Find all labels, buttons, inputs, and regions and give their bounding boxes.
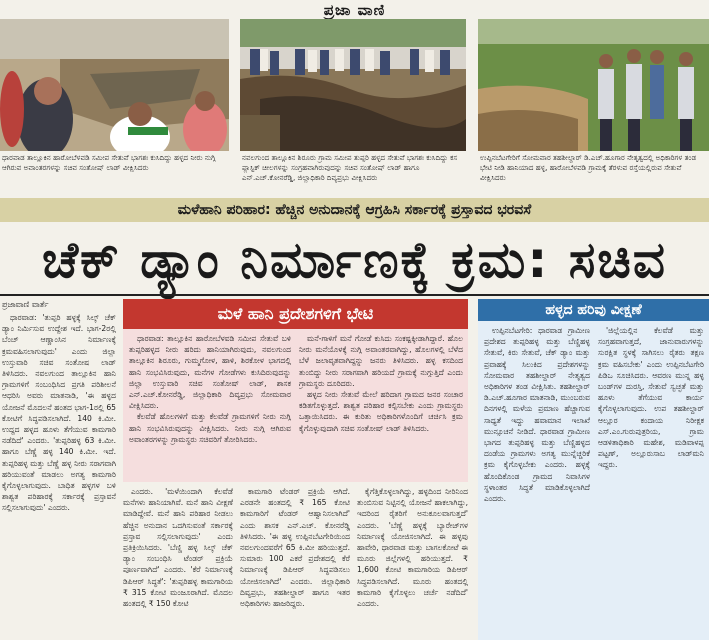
article-para-3: ಕಾಮಗಾರಿ ಟೆಂಡರ್ ಪ್ರಕ್ರಿಯೆ ಆಗಿದೆ. ಎರಡನೇ ಹಂತದಲ್ಲಿ ₹ 165 ಕೋಟಿ ಕಾಮಗಾರಿಗೆ ಟೆಂಡರ್ ಆಹ್ವಾನಿಸಲಾಗಿದೆ' ಎಂದು ಶಾಸಕ ಎನ್.ಎಚ್. ಕೋನರೆಡ್ಡಿ ತಿಳಿಸಿದರು. 'ಈ ಹಳ್ಳ ಉಪ್ಪಿನಬೆಟಗೇರಿಯಿಂದ ನವಲಗುಂದವರೆಗೆ 65 ಕಿ.ಮೀ ಹರಿಯುತ್ತದೆ. ಸುಮಾರು 100 ಎಕರೆ ಪ್ರದೇಶದಲ್ಲಿ ಕೆರೆ ನಿರ್ಮಾಣಕ್ಕೆ ಡಿಪಿಆರ್ ಸಿದ್ಧಪಡಿಸಲು ಯೋಜಿಸಲಾಗಿದೆ' ಎಂದರು. ಜಿಲ್ಲಾಧಿಕಾರಿ ದಿವ್ಯಪ್ರಭು, ತಹಶೀಲ್ದಾರ್ ಹಾಗೂ ಇತರ ಅಧಿಕಾರಿಗಳು ಹಾಜರಿದ್ದರು.	[240, 487, 350, 609]
photo-officials-stream	[478, 19, 709, 151]
article-column-2	[123, 486, 233, 638]
red-box-column-1	[129, 333, 291, 481]
photo-crowd-canal	[240, 19, 466, 151]
red-box-title: ಮಳೆ ಹಾನಿ ಪ್ರದೇಶಗಳಿಗೆ ಭೇಟಿ	[123, 299, 468, 329]
article-column-1	[2, 312, 116, 638]
crowd-at-damaged-canal-photo	[240, 19, 466, 151]
blue-box-para-1: ಉಪ್ಪಿನಬೆಟಗೇರಿ: ಧಾರವಾಡ ಗ್ರಾಮೀಣ ಪ್ರದೇಶದ ತುಪ್ಪರಿಹಳ್ಳ ಮತ್ತು ಬೆಣ್ಣಿಹಳ್ಳ ಸೇತುವೆ, ಕಿರು ಸೇತುವೆ, ಚೆಕ್ ಡ್ಯಾಂ ಮತ್ತು ಪ್ರವಾಹಕ್ಕೆ ಸಿಲುಕಿದ ಪ್ರದೇಶಗಳನ್ನು ಸೋಮವಾರ ತಹಶೀಲ್ದಾರ್ ನೇತೃತ್ವದ ಅಧಿಕಾರಿಗಳ ತಂಡ ವೀಕ್ಷಿಸಿತು. ತಹಶೀಲ್ದಾರ್ ಡಿ.ಎಚ್.ಹೂಗಾರ ಮಾತನಾಡಿ, ಮುಂಬರುವ ದಿನಗಳಲ್ಲಿ ಮಳೆಯ ಪ್ರಮಾಣ ಹೆಚ್ಚಾಗುವ ಸಾಧ್ಯತೆ ಇದ್ದು ಹವಾಮಾನ ಇಲಾಖೆ ಮುನ್ಸೂಚನೆ ನೀಡಿದೆ. ಧಾರವಾಡ ಗ್ರಾಮೀಣ ಭಾಗದ ತುಪ್ಪರಿಹಳ್ಳ ಮತ್ತು ಬೆಣ್ಣಿಹಳ್ಳದ ದಂಡೆಯ ಗ್ರಾಮಗಳು ಅಗತ್ಯ ಮುನ್ನೆಚ್ಚರಿಕೆ ಕ್ರಮ ಕೈಗೊಳ್ಳಬೇಕು ಎಂದರು. ಹಳ್ಳಕ್ಕೆ ಹೊಂದಿಕೊಂಡ ಗ್ರಾಮದ ನಿವಾಸಿಗಳ ಸ್ಥಳಾಂತರ ಸಿದ್ಧತೆ ಮಾಡಿಕೊಳ್ಳಲಾಗಿದೆ ಎಂದರು.	[484, 326, 590, 504]
photo-caption-3: ಉಪ್ಪಿನಬೆಟಗೇರಿಗೆ ಸೋಮವಾರ ತಹಶೀಲ್ದಾರ್ ಡಿ.ಎಚ್.ಹೂಗಾರ ನೇತೃತ್ವದಲ್ಲಿ ಅಧಿಕಾರಿಗಳ ತಂಡ ಭೇಟಿ ನೀಡಿ ಹಾನಿಯಾದ ಹಳ್ಳ, ಹಾರೋಬೆಳವಡಿ ಗ್ರಾಮಕ್ಕೆ ತೆರಳುವ ರಸ್ತೆಯಲ್ಲಿರುವ ಸೇತುವೆ ವೀಕ್ಷಿಸಿದರು	[480, 153, 697, 182]
byline: ಪ್ರಜಾವಾಣಿ ವಾರ್ತೆ	[2, 300, 49, 309]
red-box-para-1: ಧಾರವಾಡ: ತಾಲ್ಲೂಕಿನ ಹಾರೋಬೆಳವಡಿ ಸಮೀಪ ಸೇತುವೆ ಬಳಿ ತುಪ್ಪರಿಹಳ್ಳದ ನೀರು ಹರಿದು ಹಾನಿಯಾಗಿರುವುದು, ನವಲಗುಂದ ತಾಲ್ಲೂಕಿನ ಶಿರೂರು, ಗುಮ್ಮಗೋಳ, ಹಾಳಿ, ಶಿರಕೋಳ ಭಾಗದಲ್ಲಿ ಹಾನಿ ಸಂಭವಿಸಿರುವುದು, ಮನೆಗಳ ಗೋಡೆಗಳು ಕುಸಿದಿರುವುದನ್ನು ಜಿಲ್ಲಾ ಉಸ್ತುವಾರಿ ಸಚಿವ ಸಂತೋಷ್ ಲಾಡ್, ಶಾಸಕ ಎನ್.ಎಚ್.ಕೋನರೆಡ್ಡಿ, ಜಿಲ್ಲಾಧಿಕಾರಿ ದಿವ್ಯಪ್ರಭು ಸೋಮವಾರ ವೀಕ್ಷಿಸಿದರು.	[129, 334, 291, 411]
photo-caption-2: ನವಲಗುಂದ ತಾಲ್ಲೂಕಿನ ಶಿರೂರು ಗ್ರಾಮ ಸಮೀಪ ತುಪ್ಪರಿ ಹಳ್ಳದ ಸೇತುವೆ ಭಾಗಶಃ ಕುಸಿದಿದ್ದು ಕಸ ಪ್ಲಾಸ್ಟಿಕ್ ಚೀಲಗಳನ್ನು ಸಂಗ್ರಹವಾಗಿರುವುದನ್ನು ಸಚಿವ ಸಂತೋಷ್ ಲಾಡ್ ಹಾಗೂ ಎನ್.ಎಚ್.ಕೋನರೆಡ್ಡಿ, ಜಿಲ್ಲಾಧಿಕಾರಿ ದಿವ್ಯಪ್ರಭು ವೀಕ್ಷಿಸಿದರು	[242, 153, 458, 182]
sub-headline: ಮಳೆಹಾನಿ ಪರಿಹಾರ: ಹೆಚ್ಚಿನ ಅನುದಾನಕ್ಕೆ ಆಗ್ರಹಿಸಿ ಸರ್ಕಾರಕ್ಕೆ ಪ್ರಸ್ತಾವದ ಭರವಸೆ	[0, 198, 709, 222]
headline-divider	[0, 294, 709, 296]
red-box-para-3: ಮನೆ-ಗಾಳಿಗೆ ಮನೆ ಗೋಡೆ ಕುಸಿದು ಸಂಕಷ್ಟಕ್ಕೀಡಾಗಿದ್ದಾರೆ. ಹೊಲ ನೀರು ಮನೆಯೊಳಕ್ಕೆ ನುಗ್ಗಿ ಅವಾಂತರವಾಗಿದ್ದು, ಹೊಲಗಳಲ್ಲಿ ಬೆಳೆದ ಬೆಳೆ ಜಲಾವೃತವಾಗಿದ್ದನ್ನು ಜನರು ತಿಳಿಸಿದರು. ಹಳ್ಳ ಕಸದಿಂದ ತುಂಬಿದ್ದು ನೀರು ಸರಾಗವಾಗಿ ಹರಿಯದೆ ಗ್ರಾಮಕ್ಕೆ ನುಗ್ಗುತ್ತಿದೆ ಎಂದು ಗ್ರಾಮಸ್ಥರು ದೂರಿದರು.	[299, 334, 463, 388]
red-box-para-4: ಹಳ್ಳದ ನೀರು ಸೇತುವೆ ಮೇಲೆ ಹರಿದಾಗ ಗ್ರಾಮದ ಜನರ ಸಂಚಾರ ಕಡಿತಗೊಳ್ಳುತ್ತದೆ. ಶಾಶ್ವತ ಪರಿಹಾರ ಕಲ್ಪಿಸಬೇಕು ಎಂದು ಗ್ರಾಮಸ್ಥರು ಒತ್ತಾಯಿಸಿದರು. ಈ ಕುರಿತು ಅಧಿಕಾರಿಗಳೊಂದಿಗೆ ಚರ್ಚಿಸಿ ಕ್ರಮ ಕೈಗೊಳ್ಳುವುದಾಗಿ ಸಚಿವ ಸಂತೋಷ್ ಲಾಡ್ ತಿಳಿಸಿದರು.	[299, 390, 463, 433]
blue-box-column-2	[598, 325, 704, 637]
red-box-body	[123, 329, 468, 482]
article-para-1: ಧಾರವಾಡ: 'ತುಪ್ಪರಿ ಹಳ್ಳಕ್ಕೆ ಸಿಲ್ಕ್ ಚೆಕ್ ಡ್ಯಾಂ ನಿರ್ಮಿಸುವ ಉದ್ದೇಶ ಇದೆ. ಭಾಗ-2ರಲ್ಲಿ ಬೆಂಚ್ ಆಣ್ಣಾಂಸಿನ ನಿರ್ಮಾಣಕ್ಕೆ ಕ್ರಮವಹಿಸಲಾಗುವುದು' ಎಂದು ಜಿಲ್ಲಾ ಉಸ್ತುವಾರಿ ಸಚಿವ ಸಂತೋಷ ಲಾಡ್ ತಿಳಿಸಿದರು. ನವಲಗುಂದ ತಾಲ್ಲೂಕಿನ ಹಾನಿ ಗ್ರಾಮಗಳಿಗೆ ಸಂಬಂಧಿಸಿದ ಪ್ರಗತಿ ಪರಿಶೀಲನೆ ಆಧರಿಸಿ ಅವರು ಮಾತನಾಡಿ, 'ಈ ಹಳ್ಳದ ಯೋಜನೆ ಮೊದಲನೆ ಹಂತದ ಭಾಗ-1ರಲ್ಲಿ 65 ಕೋಟಿಗೆ ಸಿದ್ಧಪಡಿಸಲಾಗಿದೆ. 140 ಕಿ.ಮೀ. ಉದ್ದದ ಹಳ್ಳದ ಹೂಳು ತೆಗೆಯುವ ಕಾಮಗಾರಿ ನಡೆದಿದೆ' ಎಂದರು. 'ತುಪ್ಪರಿಹಳ್ಳ 63 ಕಿ.ಮೀ. ಹಾಗೂ ಬೆಣ್ಣೆ ಹಳ್ಳ 140 ಕಿ.ಮೀ. ಇದೆ. ತುಪ್ಪರಿಹಳ್ಳ ಮತ್ತು ಬೆಣ್ಣೆ ಹಳ್ಳ ನೀರು ಸರಾಗವಾಗಿ ಹರಿಯುವಂತೆ ಮಾಡಲು ಅಗತ್ಯ ಕಾಮಗಾರಿ ಕೈಗೊಳ್ಳಲಾಗುವುದು. ಬಾಧಿತ ಹಳ್ಳಗಳ ಬಳಿ ಶಾಶ್ವತ ಪರಿಹಾರಕ್ಕೆ ಸರ್ಕಾರಕ್ಕೆ ಪ್ರಸ್ತಾವನೆ ಸಲ್ಲಿಸಲಾಗುವುದು' ಎಂದರು.	[2, 313, 116, 513]
article-column-4	[357, 486, 468, 638]
red-box-para-2: ಕೆಲವೆಡೆ ಹೊಲಗಳಿಗೆ ಮತ್ತು ಕೆಲವೆಡೆ ಗ್ರಾಮಗಳಿಗೆ ನೀರು ನುಗ್ಗಿ ಹಾನಿ ಸಂಭವಿಸಿರುವುದನ್ನು ವೀಕ್ಷಿಸಿದರು. ನೀರು ನುಗ್ಗಿ ಆಗಿರುವ ಅವಾಂತರಗಳನ್ನು ಗ್ರಾಮಸ್ಥರು ಸಚಿವರಿಗೆ ತೋರಿಸಿದರು.	[129, 412, 291, 444]
blue-box-column-1	[484, 325, 590, 637]
photo-caption-1: ಧಾರವಾಡ ತಾಲ್ಲೂಕಿನ ಹಾರೋಬೆಳವಡಿ ಸಮೀಪ ಸೇತುವೆ ಭಾಗಶಃ ಕುಸಿದಿದ್ದು ಹಳ್ಳದ ನೀರು ನುಗ್ಗಿ ಆಗಿರುವ ಅವಾಂತರಗಳನ್ನು ಸಚಿವ ಸಂತೋಷ್ ಲಾಡ್ ವೀಕ್ಷಿಸಿದರು	[2, 153, 216, 172]
blue-box-body	[478, 321, 709, 640]
photo-flood-inspection	[0, 19, 229, 151]
article-para-4: ಕೈಗೆತ್ತಿಕೊಳ್ಳಲಾಗಿದ್ದು, ಹಳ್ಳದಿಂದ ನೀರಿನಿಂದ ತುಂಬಿಸುವ ನಿಟ್ಟಿನಲ್ಲಿ ಯೋಜನೆ ಹಾಕಲಾಗಿದ್ದು, ಇದರಿಂದ ರೈತರಿಗೆ ಅನುಕೂಲವಾಗುತ್ತದೆ' ಎಂದರು. 'ಬೆಣ್ಣೆ ಹಳ್ಳಕ್ಕೆ ಬ್ಯಾರೇಜ್‌ಗಳ ನಿರ್ಮಾಣಕ್ಕೆ ಯೋಜಿಸಲಾಗಿದೆ. ಈ ಹಳ್ಳವು ಹಾವೇರಿ, ಧಾರವಾಡ ಮತ್ತು ಬಾಗಲಕೋಟೆ ಈ ಮೂರು ಜಿಲ್ಲೆಗಳಲ್ಲಿ ಹರಿಯುತ್ತದೆ. ₹ 1,600 ಕೋಟಿ ಕಾಮಗಾರಿಯ ಡಿಪಿಆರ್ ಸಿದ್ಧಪಡಿಸಲಾಗಿದೆ. ಮೂರು ಹಂತದಲ್ಲಿ ಕಾಮಗಾರಿ ಕೈಗೊಳ್ಳಲು ಚರ್ಚೆ ನಡೆದಿದೆ' ಎಂದರು.	[357, 487, 468, 609]
red-box-column-2	[299, 333, 463, 481]
main-headline: ಚೆಕ್ ಡ್ಯಾಂ ನಿರ್ಮಾಣಕ್ಕೆ ಕ್ರಮ: ಸಚಿವ	[41, 231, 668, 289]
article-column-3	[240, 486, 350, 638]
blue-box-title: ಹಳ್ಳದ ಹರಿವು ವೀಕ್ಷಣೆ	[478, 299, 709, 321]
blue-box-para-2: 'ಜಿಲ್ಲೆಯಲ್ಲಿನ ಕೆಲವೆಡೆ ಮತ್ತು ಸಂಗ್ರಹವಾಗುತ್ತದೆ, ಜಾನುವಾರುಗಳನ್ನು ಸುರಕ್ಷಿತ ಸ್ಥಳಕ್ಕೆ ಸಾಗಿಸಲು ರೈತರು ತಕ್ಷಣ ಕ್ರಮ ವಹಿಸಬೇಕು' ಎಂದು ಉಪ್ಪಿನಬೆಟಗೇರಿ ಪಿಡಿಒ ಸೂಚಿಸಿದರು. ಆವರಣ ಮುನ್ನ ಹಳ್ಳ ಬಂಡ್‌ಗಳ ದುರಸ್ತಿ, ಸೇತುವೆ ಸ್ವಚ್ಛತೆ ಮತ್ತು ಹೂಳು ತೆಗೆಯುವ ಕಾರ್ಯ ಕೈಗೊಳ್ಳಲಾಗುವುದು. ಉಪ ತಹಶೀಲ್ದಾರ್ ಆಲ್ಲೂರ ಕಂದಾಯ ನಿರೀಕ್ಷಕ ಎಸ್.ಎಂ.ಗುರುಪುತ್ರರಿಯ, ಗ್ರಾಮ ಆಡಳಿತಾಧಿಕಾರಿ ಮಹೇಶ, ಮಡಿವಾಳಪ್ಪ ಪಟ್ಟಣ್, ಅಲ್ಲೂರುಸಾಬ ಲಾಡ್‌ಮನಿ ಇದ್ದರು.	[598, 326, 704, 470]
newspaper-title: ಪ್ರಜಾ ವಾಣಿ	[323, 1, 386, 19]
officials-by-stream-photo	[478, 19, 709, 151]
article-para-2: ಎಂದರು. 'ಮಳೆಯಿಂದಾಗಿ ಕೆಲವೆಡೆ ಮನೆಗಳು ಹಾನಿಯಾಗಿವೆ. ಮನೆ ಹಾನಿ ವೀಕ್ಷಣೆ ಮಾಡಿದ್ದೇವೆ. ಮನೆ ಹಾನಿ ಪರಿಹಾರ ನೀಡಲು ಹೆಚ್ಚಿನ ಅನುದಾನ ಒದಗಿಸುವಂತೆ ಸರ್ಕಾರಕ್ಕೆ ಪ್ರಸ್ತಾವ ಸಲ್ಲಿಸಲಾಗುವುದು' ಎಂದು ಪ್ರತಿಕ್ರಿಯಿಸಿದರು. 'ಬೆಣ್ಣಿ ಹಳ್ಳ ಸಿಲ್ಕ್ ಚೆಕ್ ಡ್ಯಾಂ ಸಂಬಂಧಿಸಿ ಟೆಂಡರ್ ಪ್ರಕ್ರಿಯೆ ಪೂರ್ಣವಾಗಿದೆ' ಎಂದರು. 'ಕೆರೆ ನಿರ್ಮಾಣಕ್ಕೆ ಡಿಪಿಆರ್ ಸಿದ್ಧತೆ': 'ತುಪ್ಪರಿಹಳ್ಳ ಕಾಮಗಾರಿಯ ₹ 315 ಕೋಟಿ ಮಂಜೂರಾಗಿದೆ. ಮೊದಲ ಹಂತದಲ್ಲಿ ₹ 150 ಕೋಟಿ	[123, 487, 233, 609]
flood-farm-inspection-photo	[0, 19, 229, 151]
